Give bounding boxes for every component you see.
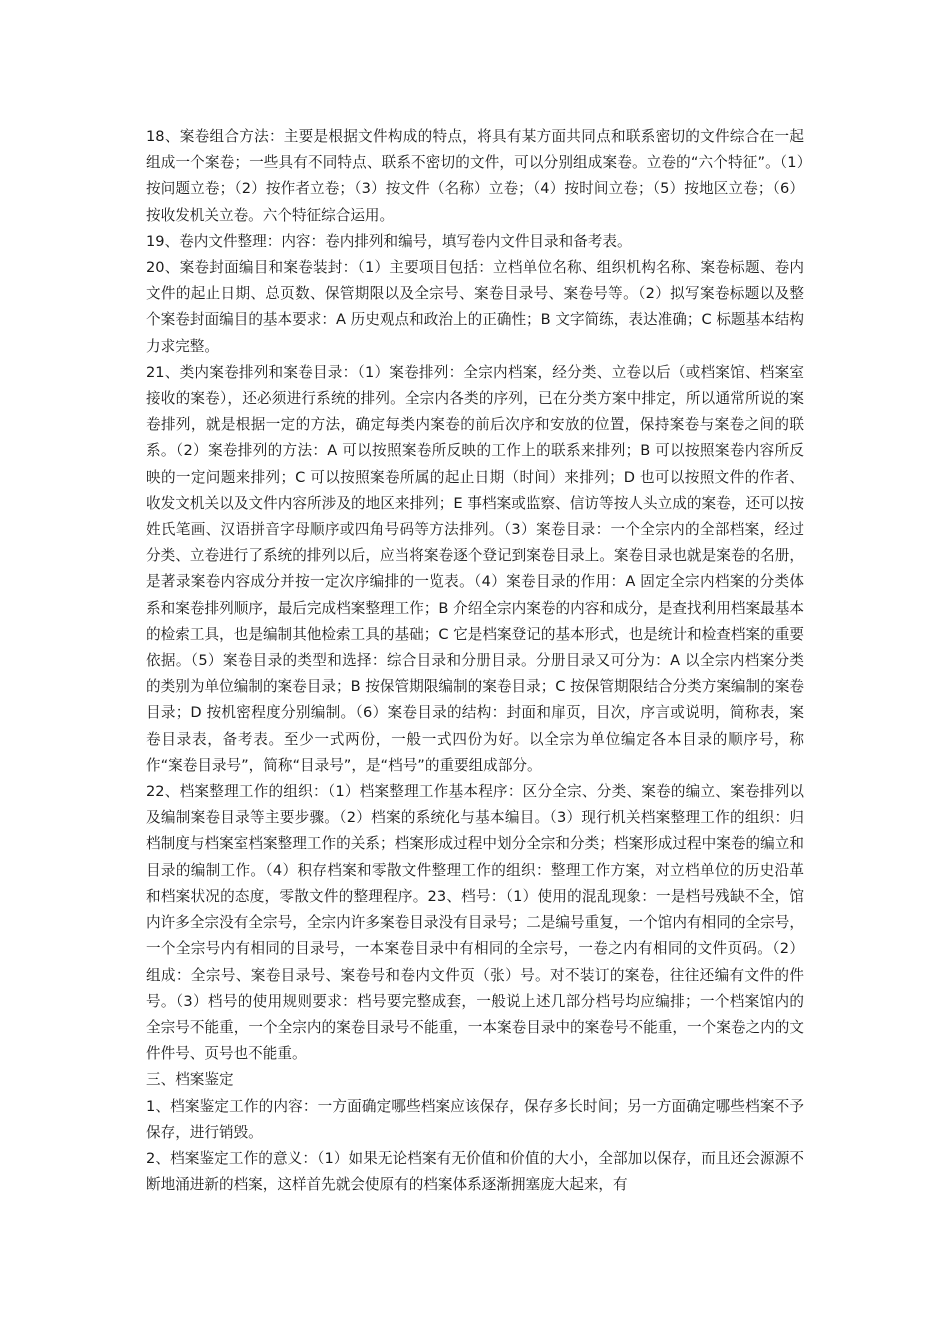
paragraph-19-file-arrangement: 19、卷内文件整理：内容：卷内排列和编号，填写卷内文件目录和备考表。 bbox=[146, 232, 632, 250]
paragraph-20-cover-cataloging: 20、案卷封面编目和案卷装封：（1）主要项目包括：立档单位名称、组织机构名称、案卷标题、卷内文件的起止日期、总页数、保管期限以及全宗号、案卷目录号、案卷号等。（2）拟写案卷标题以及整个案卷封面编目的基本要求：A 历史观点和政治上的正确性；B 文字简练，表达准确；C 标题基本结构力求完整。 bbox=[146, 259, 804, 355]
paragraph-1-appraisal-content: 1、档案鉴定工作的内容：一方面确定哪些档案应该保存，保存多长时间；另一方面确定哪些档案不予保存，进行销毁。 bbox=[146, 1097, 804, 1141]
paragraph-18-case-combination: 18、案卷组合方法：主要是根据文件构成的特点，将具有某方面共同点和联系密切的文件综合在一起组成一个案卷；一些具有不同特点、联系不密切的文件，可以分别组成案卷。立卷的“六个特征”。（1）按问题立卷；（2）按作者立卷；（3）按文件（名称）立卷；（4）按时间立卷；（5）按地区立卷；（6）按收发机关立卷。六个特征综合运用。 bbox=[146, 128, 804, 224]
document-page bbox=[146, 124, 804, 1198]
section-heading-appraisal: 三、档案鉴定 bbox=[146, 1071, 234, 1089]
paragraph-21-case-catalog: 21、类内案卷排列和案卷目录：（1）案卷排列：全宗内档案，经分类、立卷以后（或档案馆、档案室接收的案卷），还必须进行系统的排列。全宗内各类的序列，已在分类方案中排定，所以通常所说的案卷排列，就是根据一定的方法，确定每类内案卷的前后次序和安放的位置，保持案卷与案卷之间的联系。（2）案卷排列的方法：A 可以按照案卷所反映的工作上的联系来排列；B 可以按照案卷内容所反映的一定问题来排列；C 可以按照案卷所属的起止日期（时间）来排列；D 也可以按照文件的作者、收发文机关以及文件内容所涉及的地区来排列；E 事档案或监察、信访等按人头立成的案卷，还可以按姓氏笔画、汉语拼音字母顺序或四角号码等方法排列。（3）案卷目录：一个全宗内的全部档案，经过分类、立卷进行了系统的排列以后，应当将案卷逐个登记到案卷目录上。案卷目录也就是案卷的名册，是著录案卷内容成分并按一定次序编排的一览表。（4）案卷目录的作用：A 固定全宗内档案的分类体系和案卷排列顺序，最后完成档案整理工作；B 介绍全宗内案卷的内容和成分，是查找利用档案最基本的检索工具，也是编制其他检索工具的基础；C 它是档案登记的基本形式，也是统计和检查档案的重要依据。（5）案卷目录的类型和选择：综合目录和分册目录。分册目录又可分为：A 以全宗内档案分类的类别为单位编制的案卷目录；B 按保管期限编制的案卷目录；C 按保管期限结合分类方案编制的案卷目录；D 按机密程度分别编制。（6）案卷目录的结构：封面和扉页，目次，序言或说明，简称表，案卷目录表，备考表。至少一式两份，一般一式四份为好。以全宗为单位编定各本目录的顺序号，称作“案卷目录号”，简称“目录号”，是“档号”的重要组成部分。 bbox=[146, 363, 804, 774]
paragraph-2-appraisal-significance: 2、档案鉴定工作的意义：（1）如果无论档案有无价值和价值的大小，全部加以保存，而且还会源源不断地涌进新的档案，这样首先就会使原有的档案体系逐渐拥塞庞大起来，有 bbox=[146, 1149, 804, 1194]
paragraph-22-organization: 22、档案整理工作的组织：（1）档案整理工作基本程序：区分全宗、分类、案卷的编立、案卷排列以及编制案卷目录等主要步骤。（2）档案的系统化与基本编目。（3）现行机关档案整理工作的组织：归档制度与档案室档案整理工作的关系；档案形成过程中划分全宗和分类；档案形成过程中案卷的编立和目录的编制工作。（4）积存档案和零散文件整理工作的组织：整理工作方案，对立档单位的历史沿革和档案状况的态度，零散文件的整理程序。23、档号：（1）使用的混乱现象：一是档号残缺不全，馆内许多全宗没有全宗号，全宗内许多案卷目录没有目录号；二是编号重复，一个馆内有相同的全宗号，一个全宗号内有相同的目录号，一本案卷目录中有相同的全宗号，一卷之内有相同的文件页码。（2）组成：全宗号、案卷目录号、案卷号和卷内文件页（张）号。对不装订的案卷，往往还编有文件的件号。（3）档号的使用规则要求：档号要完整成套，一般说上述几部分档号均应编排；一个档案馆内的全宗号不能重，一个全宗内的案卷目录号不能重，一本案卷目录中的案卷号不能重，一个案卷之内的文件件号、页号也不能重。 bbox=[146, 783, 804, 1063]
